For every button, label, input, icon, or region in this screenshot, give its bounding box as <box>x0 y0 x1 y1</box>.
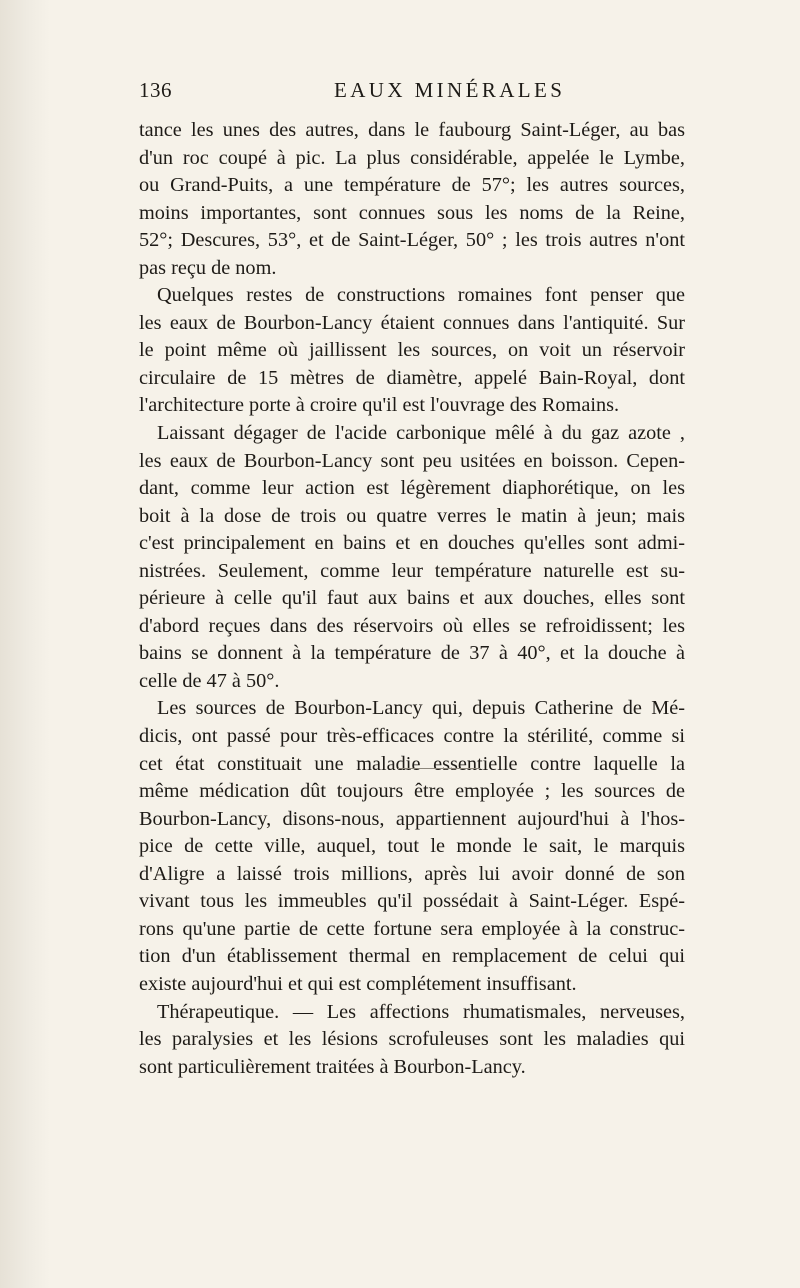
text-line: les eaux de Bourbon-Lancy étaient connues dans l'antiquité. Sur <box>139 311 685 334</box>
text-line: boit à la dose de trois ou quatre verres le matin à jeun; mais <box>139 504 685 527</box>
text-line: pice de cette ville, auquel, tout le monde le sait, le marquis <box>139 835 685 858</box>
text-line: Laissant dégager de l'acide carbonique mêlé à du gaz azote , <box>157 422 685 445</box>
text-line: le point même où jaillissent les sources, on voit un réservoir <box>139 339 685 362</box>
text-line: pas reçu de nom. <box>139 256 277 279</box>
text-line: existe aujourd'hui et qui est complétement insuffisant. <box>139 972 577 995</box>
running-title: EAUX MINÉRALES <box>334 78 566 102</box>
text-line: sont particulièrement traitées à Bourbon-Lancy. <box>139 1055 526 1078</box>
text-line: dicis, ont passé pour très-efficaces contre la stérilité, comme si <box>139 725 685 748</box>
text-line: rons qu'une partie de cette fortune sera employée à la construc- <box>139 917 685 940</box>
body-text <box>139 117 685 1081</box>
closing-rule <box>398 768 480 769</box>
page-number: 136 <box>139 78 172 102</box>
text-line: d'un roc coupé à pic. La plus considérable, appelée le Lymbe, <box>139 146 685 169</box>
text-line: circulaire de 15 mètres de diamètre, appelé Bain-Royal, dont <box>139 366 685 389</box>
text-line: d'Aligre a laissé trois millions, après lui avoir donné de son <box>139 862 685 885</box>
text-line: les paralysies et les lésions scrofuleuses sont les maladies qui <box>139 1028 685 1051</box>
text-line: cet état constituait une maladie essentielle contre laquelle la <box>139 752 685 775</box>
text-line: d'abord reçues dans des réservoirs où elles se refroidissent; les <box>139 614 685 637</box>
text-line: l'architecture porte à croire qu'il est l'ouvrage des Romains. <box>139 394 620 417</box>
page-header <box>139 78 679 112</box>
text-line: tion d'un établissement thermal en remplacement de celui qui <box>139 945 685 968</box>
text-line: les eaux de Bourbon-Lancy sont peu usitées en boisson. Cepen- <box>139 449 685 472</box>
text-line: 52°; Descures, 53°, et de Saint-Léger, 50° ; les trois autres n'ont <box>139 229 685 252</box>
text-line: ou Grand-Puits, a une température de 57°; les autres sources, <box>139 174 685 197</box>
text-line: Thérapeutique. — Les affections rhumatismales, nerveuses, <box>157 1000 685 1023</box>
page-gutter-shadow <box>0 0 50 1288</box>
text-line: celle de 47 à 50°. <box>139 669 280 692</box>
text-line: périeure à celle qu'il faut aux bains et aux douches, elles sont <box>139 587 685 610</box>
text-line: Les sources de Bourbon-Lancy qui, depuis Catherine de Mé- <box>157 697 685 720</box>
text-line: vivant tous les immeubles qu'il possédait à Saint-Léger. Espé- <box>139 890 685 913</box>
text-line: c'est principalement en bains et en douches qu'elles sont admi- <box>139 532 685 555</box>
text-line: Bourbon-Lancy, disons-nous, appartiennent aujourd'hui à l'hos- <box>139 807 685 830</box>
text-line: Quelques restes de constructions romaines font penser que <box>157 284 685 307</box>
text-line: tance les unes des autres, dans le faubourg Saint-Léger, au bas <box>139 119 685 141</box>
text-line: bains se donnent à la température de 37 à 40°, et la douche à <box>139 642 685 665</box>
text-line: nistrées. Seulement, comme leur température naturelle est su- <box>139 559 685 582</box>
text-line: même médication dût toujours être employée ; les sources de <box>139 780 685 803</box>
text-line: moins importantes, sont connues sous les noms de la Reine, <box>139 201 685 224</box>
text-line: dant, comme leur action est légèrement diaphorétique, on les <box>139 477 685 500</box>
